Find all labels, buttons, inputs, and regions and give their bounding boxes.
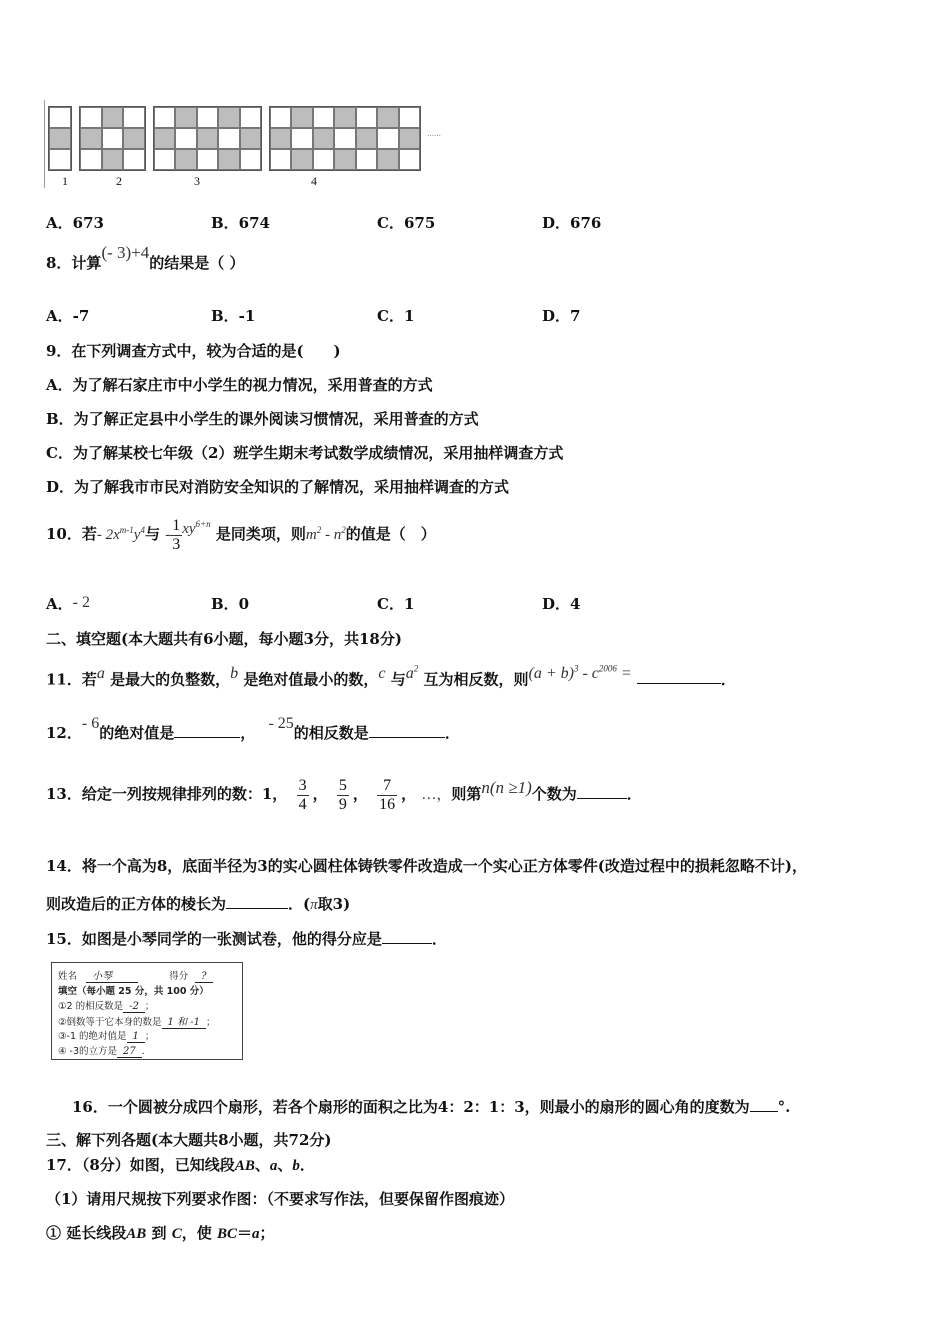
paper-name-value: 小琴	[86, 967, 138, 983]
q7-option-a[interactable]: A．673	[46, 214, 104, 232]
q13-fraction-2: $\frac{5}{9}$	[338, 776, 347, 813]
q13-fraction-1: $\frac{3}{4}$	[298, 776, 307, 813]
grid-cell	[313, 149, 334, 170]
grid-cell	[270, 149, 291, 170]
q13-answer-blank[interactable]	[577, 784, 627, 799]
q17-segment-b: b	[292, 1158, 300, 1174]
grid-ellipsis: ……	[427, 130, 441, 138]
q14-answer-blank[interactable]	[226, 894, 288, 909]
grid-cell	[175, 128, 196, 149]
grid-cell	[175, 149, 196, 170]
test-paper-figure	[51, 962, 243, 1060]
q15-answer-blank[interactable]	[382, 929, 432, 944]
grid-cell	[399, 128, 420, 149]
grid-cell	[240, 128, 261, 149]
grid-cell	[102, 107, 124, 128]
question-8	[46, 243, 245, 273]
grid-cell	[377, 107, 398, 128]
q11-answer-blank[interactable]	[637, 669, 721, 684]
grid-cell	[377, 128, 398, 149]
grid-cell	[291, 128, 312, 149]
grid-cell	[197, 107, 218, 128]
q16-answer-blank[interactable]	[750, 1097, 778, 1112]
q8-expression: (- 3)+4	[101, 243, 150, 262]
q13-n-expression: n(n ≥1)	[481, 778, 532, 797]
grid-cell	[80, 128, 102, 149]
q10-text2: 是同类项，则	[215, 525, 306, 543]
q9-option-b[interactable]: B．为了解正定县中小学生的课外阅读习惯情况，采用普查的方式	[46, 410, 479, 428]
grid-figure-4	[269, 106, 421, 171]
q12-answer-blank-2[interactable]	[369, 723, 445, 738]
q7-option-c[interactable]: C．675	[377, 214, 436, 232]
q11-a-squared: $a^2$	[405, 664, 419, 683]
grid-cell	[313, 107, 334, 128]
paper-item-3: ③-1 的绝对值是 1 ；	[58, 1031, 155, 1042]
q10-term1: - $2x^{m-1}y^4$	[96, 525, 145, 543]
paper-header: 姓名 小琴 得分 ?	[58, 967, 234, 983]
grid-figure-1	[48, 106, 72, 171]
q10-option-a[interactable]: A．- 2	[46, 594, 90, 613]
q13-ellipsis: …，	[421, 787, 452, 803]
q8-option-d[interactable]: D．7	[542, 307, 581, 325]
grid-cell	[218, 107, 239, 128]
grid-cell	[123, 149, 145, 170]
grid-cell	[197, 128, 218, 149]
q10-option-d[interactable]: D．4	[542, 595, 581, 613]
grid-cell	[102, 149, 124, 170]
grid-cell	[218, 128, 239, 149]
q7-option-b[interactable]: B．674	[211, 214, 270, 232]
q10-prefix: 10．若	[46, 525, 97, 543]
q11-var-b: b	[230, 665, 239, 683]
q8-suffix: 的结果是（ ）	[149, 254, 245, 272]
q10-term2: $xy^{6+n}$	[182, 519, 211, 537]
grid-cell	[377, 149, 398, 170]
paper-item-2: ②倒数等于它本身的数是 1 和 -1 ；	[58, 1013, 216, 1029]
q10-expression: $m^2 - n^2$	[305, 525, 346, 543]
q14-pi: π	[310, 897, 318, 913]
grid-label-4: 4	[311, 174, 317, 188]
grid-cell	[80, 149, 102, 170]
q10-option-a-value: - 2	[72, 594, 90, 611]
question-15: 15．如图是小琴同学的一张测试卷，他的得分应是 ．	[46, 930, 447, 948]
grid-cell	[334, 128, 355, 149]
question-12: 12．- 6的绝对值是 ， - 25的相反数是 ．	[46, 715, 460, 742]
q8-prefix: 8．计算	[46, 254, 102, 272]
q9-option-a[interactable]: A．为了解石家庄市中小学生的视力情况，采用普查的方式	[46, 376, 433, 394]
q9-option-d[interactable]: D．为了解我市市民对消防安全知识的了解情况，采用抽样调查的方式	[46, 478, 510, 496]
q10-mid: 与	[144, 525, 160, 543]
q9-option-c[interactable]: C．为了解某校七年级（2）班学生期末考试数学成绩情况，采用抽样调查方式	[46, 444, 564, 462]
question-16: 16．一个圆被分成四个扇形，若各个扇形的面积之比为4：2：1：3，则最小的扇形的圆心角的度数为 °.	[72, 1098, 791, 1116]
q10-frac-sign: -	[165, 527, 171, 543]
grid-cell	[399, 149, 420, 170]
q10-option-b[interactable]: B．0	[211, 595, 250, 613]
grid-cell	[49, 128, 71, 149]
paper-score-value: ?	[195, 971, 212, 983]
grid-cell	[197, 149, 218, 170]
grid-cell	[313, 128, 334, 149]
q9-stem: 9．在下列调查方式中，较为合适的是( )	[46, 342, 341, 360]
paper-item-4: ④ -3的立方是 27 ．	[58, 1046, 152, 1057]
q17-step-1: ① 延长线段AB 到 C，使 BC＝a；	[46, 1224, 275, 1242]
grid-label-3: 3	[194, 174, 200, 188]
grid-cell	[154, 149, 175, 170]
grid-cell	[270, 128, 291, 149]
q17-part-1: （1）请用尺规按下列要求作图：（不要求写作法，但要保留作图痕迹）	[46, 1190, 514, 1208]
paper-item-1: ①2 的相反数是 -2 ；	[58, 1001, 155, 1012]
grid-cell	[399, 107, 420, 128]
grid-cell	[240, 107, 261, 128]
grid-figure-3	[153, 106, 262, 171]
q12-answer-blank-1[interactable]	[174, 723, 240, 738]
q11-var-a: a	[96, 665, 105, 683]
question-13: 13．给定一列按规律排列的数：1， $\frac{3}{4}$ ， $\frac{5}{9}$ ， $\frac{7}{16}$ ， …，则第n(n ≥1)个数为 ．	[46, 776, 642, 813]
q17-segment-ab: AB	[234, 1158, 255, 1174]
grid-cell	[154, 107, 175, 128]
q14-line-2: 则改造后的正方体的棱长为 ．(π取3)	[46, 895, 351, 913]
section-2-title: 二、填空题(本大题共有6小题，每小题3分，共18分)	[46, 630, 402, 648]
section-3-title: 三、解下列各题(本大题共8小题，共72分)	[46, 1131, 332, 1149]
grid-label-2: 2	[116, 174, 122, 188]
q14-line-1: 14．将一个高为8，底面半径为3的实心圆柱体铸铁零件改造成一个实心正方体零件(改造过程中的损耗忽略不计)，	[46, 857, 807, 875]
q17-stem: 17．（8分）如图，已知线段AB、a、b．	[46, 1156, 315, 1174]
grid-cell	[334, 107, 355, 128]
grid-cell	[49, 149, 71, 170]
grid-cell	[218, 149, 239, 170]
q10-option-c[interactable]: C．1	[377, 595, 415, 613]
question-11: 11．若a 是最大的负整数，b 是绝对值最小的数，c 与$a^2$ 互为相反数，则$(a + b)^3 - c^{2006}$ = ．	[46, 664, 736, 689]
grid-cell	[356, 128, 377, 149]
grid-cell	[175, 107, 196, 128]
grid-cell	[291, 149, 312, 170]
grid-cell	[80, 107, 102, 128]
q10-suffix: 的值是（ ）	[345, 525, 436, 543]
q8-option-a[interactable]: A．-7	[46, 307, 90, 325]
q12-value-2: - 25	[268, 715, 294, 732]
grid-cell	[240, 149, 261, 170]
q11-expression: $(a + b)^3 - c^{2006}$ =	[528, 664, 632, 683]
q12-value-1: - 6	[81, 715, 100, 732]
grid-cell	[49, 107, 71, 128]
grid-cell	[154, 128, 175, 149]
grid-cell	[123, 128, 145, 149]
q8-option-b[interactable]: B．-1	[211, 307, 256, 325]
grid-cell	[270, 107, 291, 128]
question-10	[46, 512, 436, 554]
grid-cell	[356, 149, 377, 170]
grid-figure-2	[79, 106, 146, 171]
grid-label-1: 1	[62, 174, 68, 188]
q8-option-c[interactable]: C．1	[377, 307, 415, 325]
figure-left-rule	[44, 100, 45, 188]
grid-cell	[334, 149, 355, 170]
grid-cell	[123, 107, 145, 128]
grid-cell	[102, 128, 124, 149]
grid-cell	[356, 107, 377, 128]
q7-option-d[interactable]: D．676	[542, 214, 602, 232]
grid-cell	[291, 107, 312, 128]
q10-fraction: $\frac{1}{3}$	[172, 516, 181, 553]
q11-var-c: c	[378, 665, 386, 683]
paper-title: 填空（每小题 25 分，共 100 分）	[58, 986, 209, 997]
q13-fraction-3: $\frac{7}{16}$	[379, 776, 396, 813]
q17-segment-a: a	[269, 1158, 278, 1174]
